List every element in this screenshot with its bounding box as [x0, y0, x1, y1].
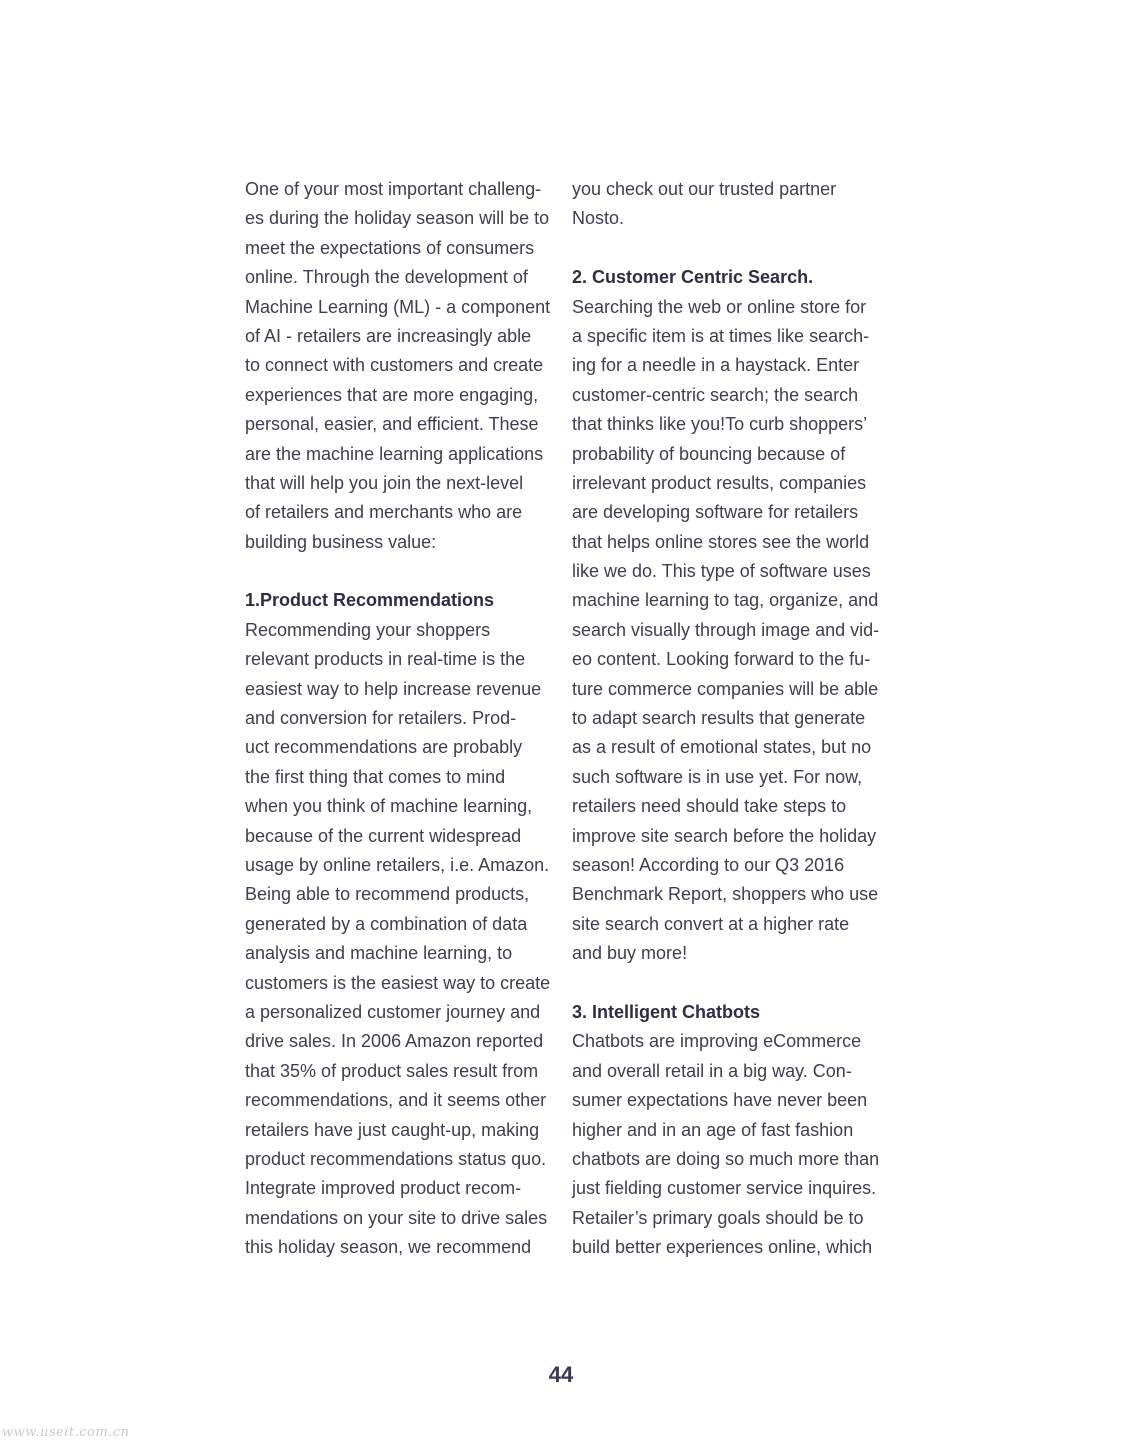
text-line: Benchmark Report, shoppers who use — [572, 884, 879, 905]
text-line: personal, easier, and efficient. These — [245, 414, 539, 435]
text-line: relevant products in real-time is the — [245, 649, 526, 670]
text-line: and overall retail in a big way. Con- — [572, 1060, 852, 1081]
text-line: sumer expectations have never been — [572, 1090, 868, 1111]
text-line: this holiday season, we recommend — [245, 1237, 532, 1258]
text-line: building business value: — [245, 531, 437, 552]
text-line: recommendations, and it seems other — [245, 1090, 547, 1111]
paragraph-gap — [245, 557, 555, 586]
text-line: easiest way to help increase revenue — [245, 678, 542, 699]
section-heading-product-recommendations: 1.Product Recommendations — [245, 590, 495, 611]
text-line: when you think of machine learning, — [245, 796, 533, 817]
text-line: to adapt search results that generate — [572, 708, 866, 729]
text-line: improve site search before the holiday — [572, 825, 877, 846]
text-line: like we do. This type of software uses — [572, 561, 871, 582]
product-recommendations-paragraph — [245, 616, 555, 1263]
text-line: customers is the easiest way to create — [245, 972, 551, 993]
text-line: site search convert at a higher rate — [572, 913, 850, 934]
continuation-paragraph — [572, 175, 884, 234]
page-number: 44 — [548, 1362, 574, 1387]
text-line: build better experiences online, which — [572, 1237, 873, 1258]
text-line: season! According to our Q3 2016 — [572, 854, 845, 875]
text-line: generated by a combination of data — [245, 913, 528, 934]
customer-centric-search-paragraph — [572, 293, 884, 969]
text-line: drive sales. In 2006 Amazon reported — [245, 1031, 544, 1052]
text-line: that thinks like you!To curb shoppers’ — [572, 414, 868, 435]
text-line: and buy more! — [572, 943, 688, 964]
text-line: retailers have just caught-up, making — [245, 1119, 540, 1140]
text-line: a personalized customer journey and — [245, 1001, 541, 1022]
text-line: One of your most important challeng- — [245, 179, 542, 199]
text-line: Machine Learning (ML) - a component — [245, 296, 551, 317]
text-line: customer-centric search; the search — [572, 384, 859, 405]
text-line: that helps online stores see the world — [572, 531, 870, 552]
intelligent-chatbots-paragraph — [572, 1027, 884, 1262]
text-line: ture commerce companies will be able — [572, 678, 879, 699]
paragraph-gap — [572, 234, 884, 263]
text-line: Integrate improved product recom- — [245, 1178, 522, 1199]
text-line: are the machine learning applications — [245, 443, 544, 464]
text-line: es during the holiday season will be to — [245, 208, 550, 229]
text-line: that 35% of product sales result from — [245, 1060, 539, 1081]
section-heading-customer-centric-search: 2. Customer Centric Search. — [572, 267, 814, 288]
text-line: analysis and machine learning, to — [245, 943, 513, 964]
text-line: are developing software for retailers — [572, 502, 859, 523]
text-line: such software is in use yet. For now, — [572, 766, 863, 787]
text-line: just fielding customer service inquires. — [572, 1178, 877, 1199]
watermark: www.useit.com.cn — [2, 1425, 130, 1440]
text-line: of AI - retailers are increasingly able — [245, 325, 532, 346]
text-line: machine learning to tag, organize, and — [572, 590, 879, 611]
text-line: retailers need should take steps to — [572, 796, 847, 817]
text-line: Recommending your shoppers — [245, 619, 491, 640]
text-line: online. Through the development of — [245, 267, 528, 288]
text-line: Searching the web or online store for — [572, 296, 867, 317]
text-line: mendations on your site to drive sales — [245, 1207, 548, 1228]
text-line: a specific item is at times like search- — [572, 325, 870, 346]
text-line: and conversion for retailers. Prod- — [245, 708, 517, 729]
text-line: irrelevant product results, companies — [572, 472, 867, 493]
text-line: higher and in an age of fast fashion — [572, 1119, 854, 1140]
intro-paragraph — [245, 175, 555, 557]
text-line: meet the expectations of consumers — [245, 237, 535, 258]
text-line: eo content. Looking forward to the fu- — [572, 649, 871, 670]
text-line: that will help you join the next-level — [245, 472, 524, 493]
right-column — [572, 175, 884, 1262]
left-column — [245, 175, 555, 1262]
text-line: because of the current widespread — [245, 825, 522, 846]
text-line: of retailers and merchants who are — [245, 502, 523, 523]
text-line: as a result of emotional states, but no — [572, 737, 872, 758]
text-line: you check out our trusted partner — [572, 179, 837, 199]
text-line: experiences that are more engaging, — [245, 384, 539, 405]
text-line: product recommendations status quo. — [245, 1148, 547, 1169]
text-line: Chatbots are improving eCommerce — [572, 1031, 862, 1052]
text-line: Being able to recommend products, — [245, 884, 530, 905]
text-line: search visually through image and vid- — [572, 619, 880, 640]
text-line: Nosto. — [572, 208, 625, 229]
text-line: to connect with customers and create — [245, 355, 544, 376]
section-heading-intelligent-chatbots: 3. Intelligent Chatbots — [572, 1001, 761, 1022]
text-line: probability of bouncing because of — [572, 443, 846, 464]
paragraph-gap — [572, 969, 884, 998]
text-line: usage by online retailers, i.e. Amazon. — [245, 854, 550, 875]
text-line: the first thing that comes to mind — [245, 766, 506, 787]
text-line: chatbots are doing so much more than — [572, 1148, 880, 1169]
text-line: Retailer’s primary goals should be to — [572, 1207, 864, 1228]
text-line: ing for a needle in a haystack. Enter — [572, 355, 860, 376]
text-line: uct recommendations are probably — [245, 737, 523, 758]
